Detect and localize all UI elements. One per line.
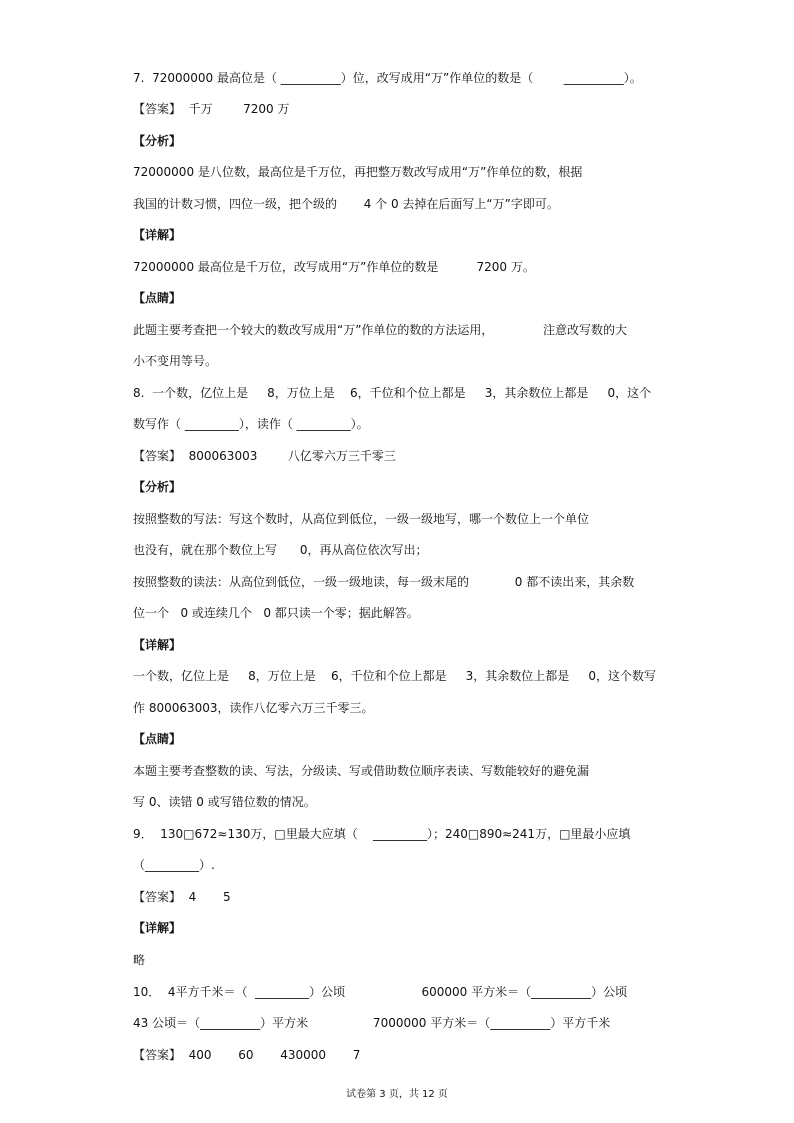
text-line: 9． 130□672≈130万，□里最大应填（ _________）；240□890≈241万，□里最小应填 [133,827,631,841]
text-line: 本题主要考查整数的读、写法，分级读、写或借助数位顺序表读、写数能较好的避免漏 [133,764,590,778]
text-line: 也没有，就在那个数位上写 0，再从高位依次写出； [133,543,428,557]
section-heading: 【详解】 [133,921,182,935]
text-line: 【答案】 800063003 八亿零六万三千零三 [133,449,396,463]
text-line: 8. 一个数，亿位上是 8，万位上是 6，千位和个位上都是 3，其余数位上都是 0，这个 [133,386,652,400]
text-line: 10． 4平方千米＝（ _________）公顷 600000 平方米＝（__________）公顷 [133,985,628,999]
text-line: 按照整数的读法：从高位到低位，一级一级地读，每一级末尾的 0 都不读出来，其余数 [133,575,635,589]
text-line: 写 0、读错 0 或写错位数的情况。 [133,795,316,809]
section-heading: 【详解】 [133,228,182,242]
text-line: 位一个 0 或连续几个 0 都只读一个零；据此解答。 [133,606,419,620]
page-footer: 试卷第 3 页，共 12 页 [346,1089,448,1100]
text-line: 72000000 是八位数，最高位是千万位，再把整万数改写成用“万”作单位的数，根据 [133,165,583,179]
text-line: 【答案】 千万 7200 万 [133,102,290,116]
text-line: 略 [133,953,146,967]
text-line: 数写作（ _________），读作（ _________）。 [133,417,369,431]
text-line: 【答案】 400 60 430000 7 [133,1048,361,1062]
section-heading: 【点睛】 [133,291,182,305]
text-line: 此题主要考查把一个较大的数改写成用“万”作单位的数的方法运用， 注意改写数的大 [133,323,628,337]
section-heading: 【详解】 [133,638,182,652]
section-heading: 【分析】 [133,134,182,148]
text-line: 我国的计数习惯，四位一级，把个级的 4 个 0 去掉在后面写上“万”字即可。 [133,197,559,211]
section-heading: 【点睛】 [133,732,182,746]
section-heading: 【分析】 [133,480,182,494]
text-line: 7. 72000000 最高位是（ __________）位，改写成用“万”作单位的数是（ __________）。 [133,71,642,85]
text-line: 72000000 最高位是千万位，改写成用“万”作单位的数是 7200 万。 [133,260,535,274]
text-line: （_________）. [133,858,215,872]
text-line: 一个数，亿位上是 8，万位上是 6，千位和个位上都是 3，其余数位上都是 0，这个数写 [133,669,657,683]
text-line: 43 公顷＝（__________）平方米 7000000 平方米＝（__________）平方千米 [133,1016,611,1030]
text-line: 小不变用等号。 [133,354,218,368]
text-line: 按照整数的写法：写这个数时，从高位到低位，一级一级地写，哪一个数位上一个单位 [133,512,590,526]
text-line: 【答案】 4 5 [133,890,231,904]
text-line: 作 800063003，读作八亿零六万三千零三。 [133,701,374,715]
